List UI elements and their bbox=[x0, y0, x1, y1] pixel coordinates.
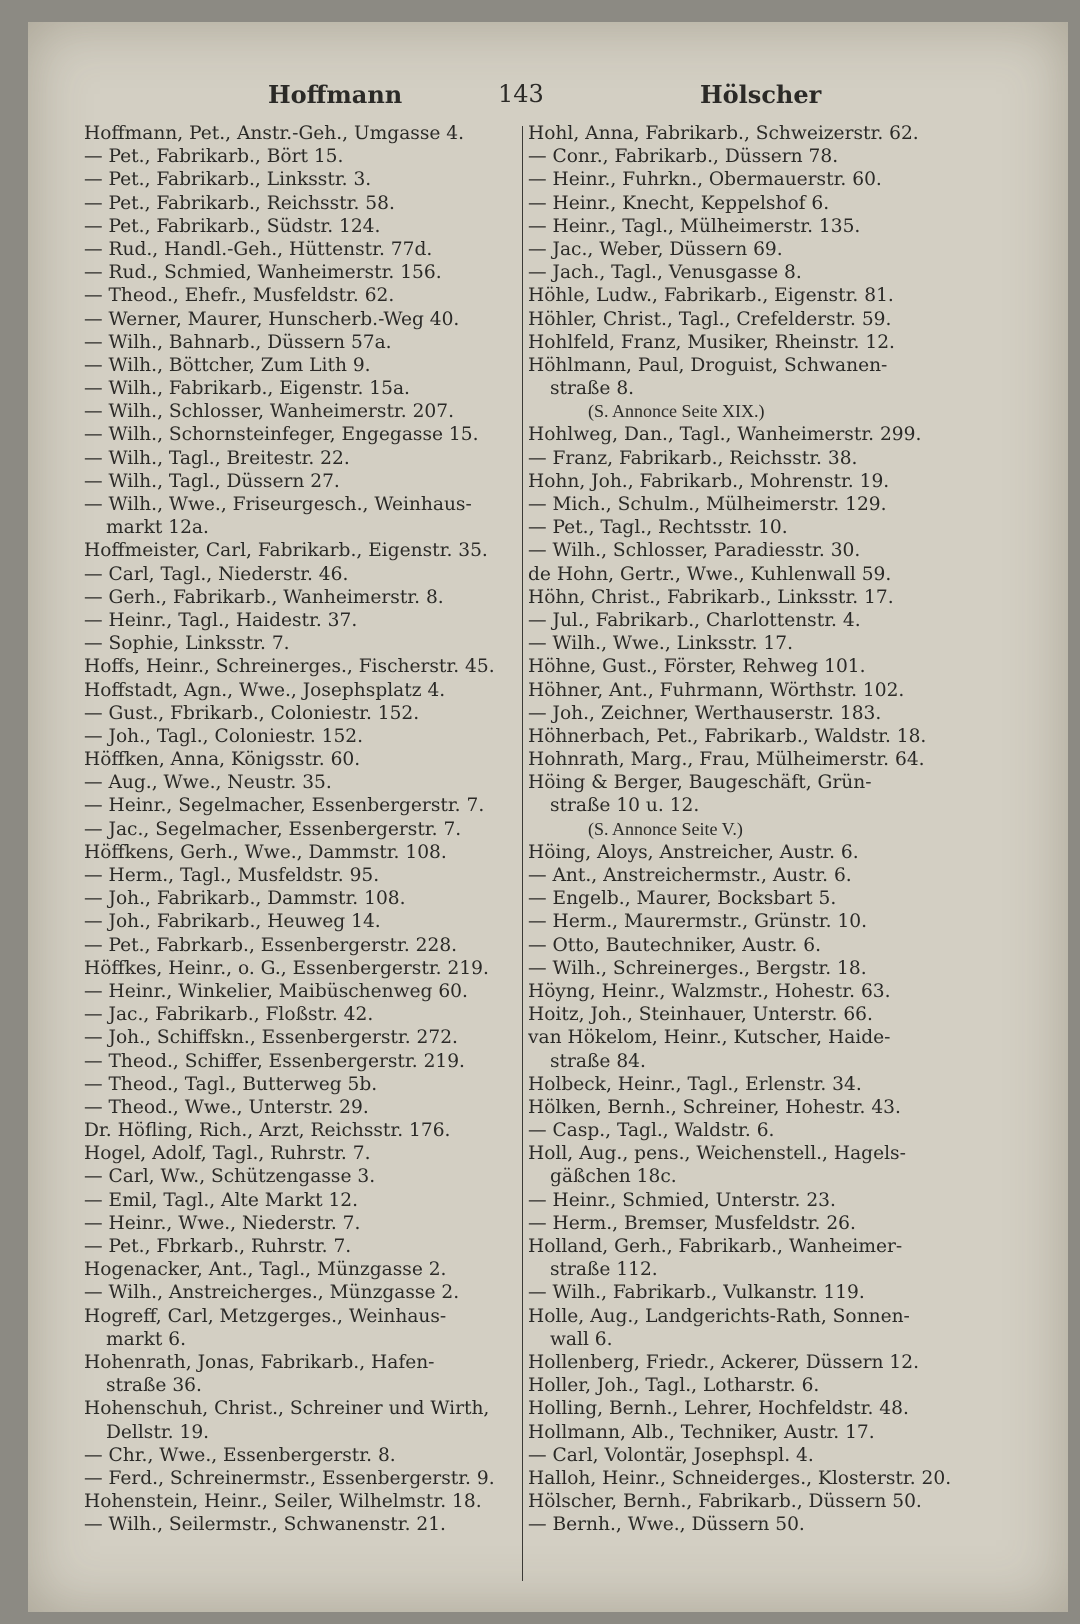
directory-entry: Hoffs, Heinr., Schreinerges., Fischerstr. 45. bbox=[84, 656, 495, 678]
directory-entry: — Chr., Wwe., Essenbergerstr. 8. bbox=[84, 1444, 396, 1466]
directory-entry: Höhlmann, Paul, Droguist, Schwanen- bbox=[528, 354, 888, 376]
directory-entry: Höing & Berger, Baugeschäft, Grün- bbox=[528, 772, 872, 794]
directory-entry: — Jul., Fabrikarb., Charlottenstr. 4. bbox=[528, 609, 861, 631]
directory-entry: markt 12a. bbox=[106, 517, 209, 539]
directory-entry: Hoffmeister, Carl, Fabrikarb., Eigenstr. 35. bbox=[84, 540, 488, 562]
directory-entry: — Mich., Schulm., Mülheimerstr. 129. bbox=[528, 494, 887, 515]
directory-entry: Hohn, Joh., Fabrikarb., Mohrenstr. 19. bbox=[528, 470, 890, 492]
directory-entry: Hohenstein, Heinr., Seiler, Wilhelmstr. 18. bbox=[84, 1491, 482, 1513]
directory-page bbox=[28, 22, 1068, 1612]
directory-entry: — Jac., Weber, Düssern 69. bbox=[528, 238, 783, 260]
directory-entry: — Engelb., Maurer, Bocksbart 5. bbox=[528, 888, 837, 910]
directory-entry: — Wilh., Tagl., Düssern 27. bbox=[84, 470, 340, 492]
directory-entry: de Hohn, Gertr., Wwe., Kuhlenwall 59. bbox=[528, 563, 892, 585]
directory-entry: Höyng, Heinr., Walzmstr., Hohestr. 63. bbox=[528, 980, 891, 1002]
directory-entry: — Joh., Schiffskn., Essenbergerstr. 272. bbox=[84, 1027, 458, 1049]
directory-entry: — Ant., Anstreichermstr., Austr. 6. bbox=[528, 865, 852, 886]
directory-entry: Holle, Aug., Landgerichts-Rath, Sonnen- bbox=[528, 1305, 910, 1327]
directory-entry: — Wilh., Fabrikarb., Vulkanstr. 119. bbox=[528, 1282, 865, 1304]
directory-entry: — Pet., Tagl., Rechtsstr. 10. bbox=[528, 517, 788, 539]
directory-entry: Holland, Gerh., Fabrikarb., Wanheimer- bbox=[528, 1236, 903, 1257]
directory-entry: — Wilh., Seilermstr., Schwanenstr. 21. bbox=[84, 1514, 446, 1536]
directory-entry: — Herm., Bremser, Musfeldstr. 26. bbox=[528, 1212, 856, 1234]
page-header bbox=[28, 80, 1068, 120]
directory-entry: Holbeck, Heinr., Tagl., Erlenstr. 34. bbox=[528, 1073, 862, 1095]
directory-entry: straße 84. bbox=[550, 1050, 646, 1072]
directory-entry: — Pet., Fabrikarb., Südstr. 124. bbox=[84, 215, 381, 237]
directory-entry: — Heinr., Winkelier, Maibüschenweg 60. bbox=[84, 980, 468, 1002]
directory-entry: — Theod., Schiffer, Essenbergerstr. 219. bbox=[84, 1050, 465, 1072]
right-column bbox=[528, 122, 978, 1536]
left-column bbox=[84, 122, 514, 1536]
directory-entry: — Jac., Fabrikarb., Floßstr. 42. bbox=[84, 1004, 374, 1026]
directory-entry: Höhnerbach, Pet., Fabrikarb., Waldstr. 18. bbox=[528, 725, 927, 747]
directory-entry: Hogreff, Carl, Metzgerges., Weinhaus- bbox=[84, 1305, 447, 1327]
directory-entry: — Wilh., Bahnarb., Düssern 57a. bbox=[84, 331, 392, 353]
directory-entry: van Hökelom, Heinr., Kutscher, Haide- bbox=[528, 1027, 891, 1049]
directory-entry: straße 36. bbox=[106, 1375, 202, 1397]
directory-entry: Hogel, Adolf, Tagl., Ruhrstr. 7. bbox=[84, 1143, 371, 1165]
directory-entry: — Wilh., Böttcher, Zum Lith 9. bbox=[84, 354, 371, 376]
directory-entry: Hoitz, Joh., Steinhauer, Unterstr. 66. bbox=[528, 1004, 873, 1026]
directory-entry: straße 10 u. 12. bbox=[550, 795, 700, 817]
directory-entry: — Ferd., Schreinermstr., Essenbergerstr. 9. bbox=[84, 1467, 495, 1489]
directory-entry: Halloh, Heinr., Schneiderges., Klosterstr. 20. bbox=[528, 1467, 952, 1489]
directory-entry: — Theod., Wwe., Unterstr. 29. bbox=[84, 1096, 369, 1118]
advert-note: (S. Annonce Seite V.) bbox=[588, 818, 743, 839]
directory-entry: — Carl, Tagl., Niederstr. 46. bbox=[84, 563, 349, 585]
directory-entry: Höffkes, Heinr., o. G., Essenbergerstr. 219. bbox=[84, 957, 489, 979]
page-number: 143 bbox=[498, 80, 544, 108]
directory-entry: Hoffstadt, Agn., Wwe., Josephsplatz 4. bbox=[84, 679, 446, 701]
directory-entry: — Jach., Tagl., Venusgasse 8. bbox=[528, 262, 802, 284]
directory-entry: — Heinr., Tagl., Mülheimerstr. 135. bbox=[528, 215, 861, 237]
directory-entry: straße 8. bbox=[550, 378, 635, 400]
directory-entry: Hollenberg, Friedr., Ackerer, Düssern 12. bbox=[528, 1351, 920, 1373]
directory-entry: — Casp., Tagl., Waldstr. 6. bbox=[528, 1120, 775, 1142]
directory-entry: wall 6. bbox=[550, 1328, 613, 1350]
directory-entry: Höhner, Ant., Fuhrmann, Wörthstr. 102. bbox=[528, 679, 905, 701]
directory-entry: Höhne, Gust., Förster, Rehweg 101. bbox=[528, 656, 866, 678]
directory-entry: gäßchen 18c. bbox=[550, 1166, 677, 1188]
header-left-keyword: Hoffmann bbox=[268, 80, 403, 109]
directory-entry: Dr. Höfling, Rich., Arzt, Reichsstr. 176. bbox=[84, 1120, 451, 1142]
column-divider bbox=[522, 126, 523, 1581]
directory-entry: — Carl, Ww., Schützengasse 3. bbox=[84, 1166, 376, 1188]
directory-entry: — Wilh., Fabrikarb., Eigenstr. 15a. bbox=[84, 378, 410, 400]
directory-entry: — Theod., Ehefr., Musfeldstr. 62. bbox=[84, 285, 395, 307]
directory-entry: — Heinr., Wwe., Niederstr. 7. bbox=[84, 1212, 361, 1234]
directory-entry: Höhler, Christ., Tagl., Crefelderstr. 59. bbox=[528, 308, 892, 330]
directory-entry: — Carl, Volontär, Josephspl. 4. bbox=[528, 1444, 814, 1466]
directory-entry: — Joh., Fabrikarb., Heuweg 14. bbox=[84, 911, 381, 933]
advert-note: (S. Annonce Seite XIX.) bbox=[588, 401, 765, 422]
directory-entry: — Gerh., Fabrikarb., Wanheimerstr. 8. bbox=[84, 586, 444, 608]
directory-entry: Höing, Aloys, Anstreicher, Austr. 6. bbox=[528, 841, 859, 863]
directory-entry: Hoffmann, Pet., Anstr.-Geh., Umgasse 4. bbox=[84, 123, 465, 144]
directory-entry: Dellstr. 19. bbox=[106, 1421, 210, 1443]
directory-entry: Holler, Joh., Tagl., Lotharstr. 6. bbox=[528, 1375, 820, 1397]
directory-entry: — Joh., Fabrikarb., Dammstr. 108. bbox=[84, 888, 406, 910]
directory-entry: — Sophie, Linksstr. 7. bbox=[84, 633, 290, 655]
directory-entry: — Heinr., Fuhrkn., Obermauerstr. 60. bbox=[528, 169, 882, 191]
directory-entry: — Pet., Fabrikarb., Bört 15. bbox=[84, 146, 344, 168]
directory-entry: straße 112. bbox=[550, 1259, 658, 1281]
directory-entry: — Pet., Fabrikarb., Reichsstr. 58. bbox=[84, 192, 395, 214]
directory-entry: Hohenschuh, Christ., Schreiner und Wirth, bbox=[84, 1398, 490, 1420]
directory-entry: — Heinr., Segelmacher, Essenbergerstr. 7. bbox=[84, 795, 485, 817]
directory-entry: Höffken, Anna, Königsstr. 60. bbox=[84, 749, 361, 771]
directory-entry: — Theod., Tagl., Butterweg 5b. bbox=[84, 1073, 378, 1095]
directory-entry: — Heinr., Knecht, Keppelshof 6. bbox=[528, 192, 830, 214]
directory-entry: Hohenrath, Jonas, Fabrikarb., Hafen- bbox=[84, 1351, 435, 1373]
directory-entry: — Pet., Fabrkarb., Essenbergerstr. 228. bbox=[84, 934, 458, 956]
directory-entry: — Conr., Fabrikarb., Düssern 78. bbox=[528, 146, 839, 168]
directory-entry: Hölken, Bernh., Schreiner, Hohestr. 43. bbox=[528, 1096, 901, 1118]
directory-entry: — Bernh., Wwe., Düssern 50. bbox=[528, 1514, 805, 1536]
directory-entry: Höffkens, Gerh., Wwe., Dammstr. 108. bbox=[84, 841, 447, 863]
directory-entry: Hogenacker, Ant., Tagl., Münzgasse 2. bbox=[84, 1259, 447, 1281]
directory-entry: — Wilh., Schlosser, Wanheimerstr. 207. bbox=[84, 401, 454, 423]
directory-entry: — Jac., Segelmacher, Essenbergerstr. 7. bbox=[84, 818, 462, 840]
directory-entry: — Joh., Zeichner, Werthauserstr. 183. bbox=[528, 702, 882, 724]
directory-entry: — Gust., Fbrikarb., Coloniestr. 152. bbox=[84, 702, 420, 724]
directory-entry: — Pet., Fbrkarb., Ruhrstr. 7. bbox=[84, 1236, 352, 1257]
directory-entry: — Pet., Fabrikarb., Linksstr. 3. bbox=[84, 169, 372, 191]
directory-entry: — Werner, Maurer, Hunscherb.-Weg 40. bbox=[84, 308, 460, 330]
directory-entry: — Wilh., Schreinerges., Bergstr. 18. bbox=[528, 957, 867, 979]
directory-entry: — Wilh., Wwe., Linksstr. 17. bbox=[528, 633, 793, 655]
directory-entry: — Wilh., Anstreicherges., Münzgasse 2. bbox=[84, 1282, 460, 1304]
directory-entry: — Rud., Handl.-Geh., Hüttenstr. 77d. bbox=[84, 238, 433, 260]
directory-entry: — Herm., Tagl., Musfeldstr. 95. bbox=[84, 865, 380, 886]
directory-entry: — Heinr., Schmied, Unterstr. 23. bbox=[528, 1189, 836, 1211]
directory-entry: — Heinr., Tagl., Haidestr. 37. bbox=[84, 609, 358, 631]
directory-entry: markt 6. bbox=[106, 1328, 186, 1350]
directory-entry: — Wilh., Tagl., Breitestr. 22. bbox=[84, 447, 350, 469]
directory-entry: — Otto, Bautechniker, Austr. 6. bbox=[528, 934, 821, 956]
directory-entry: Hohlfeld, Franz, Musiker, Rheinstr. 12. bbox=[528, 331, 895, 353]
directory-entry: Hölscher, Bernh., Fabrikarb., Düssern 50. bbox=[528, 1491, 922, 1513]
directory-entry: — Wilh., Wwe., Friseurgesch., Weinhaus- bbox=[84, 494, 472, 515]
directory-entry: Holling, Bernh., Lehrer, Hochfeldstr. 48. bbox=[528, 1398, 909, 1420]
directory-entry: Hohnrath, Marg., Frau, Mülheimerstr. 64. bbox=[528, 749, 925, 771]
directory-entry: — Joh., Tagl., Coloniestr. 152. bbox=[84, 725, 364, 747]
directory-entry: — Herm., Maurermstr., Grünstr. 10. bbox=[528, 911, 868, 933]
directory-entry: Hollmann, Alb., Techniker, Austr. 17. bbox=[528, 1421, 875, 1443]
directory-entry: Höhn, Christ., Fabrikarb., Linksstr. 17. bbox=[528, 586, 894, 608]
directory-entry: — Wilh., Schlosser, Paradiesstr. 30. bbox=[528, 540, 861, 562]
directory-entry: — Rud., Schmied, Wanheimerstr. 156. bbox=[84, 262, 442, 284]
directory-entry: — Wilh., Schornsteinfeger, Engegasse 15. bbox=[84, 424, 479, 446]
directory-entry: — Franz, Fabrikarb., Reichsstr. 38. bbox=[528, 447, 858, 469]
header-right-keyword: Hölscher bbox=[700, 80, 822, 109]
directory-entry: Holl, Aug., pens., Weichenstell., Hagels- bbox=[528, 1143, 906, 1165]
directory-entry: — Emil, Tagl., Alte Markt 12. bbox=[84, 1189, 359, 1211]
directory-entry: Hohlweg, Dan., Tagl., Wanheimerstr. 299. bbox=[528, 424, 922, 446]
directory-entry: Hohl, Anna, Fabrikarb., Schweizerstr. 62. bbox=[528, 123, 919, 144]
directory-entry: Höhle, Ludw., Fabrikarb., Eigenstr. 81. bbox=[528, 285, 894, 307]
directory-entry: — Aug., Wwe., Neustr. 35. bbox=[84, 772, 332, 794]
